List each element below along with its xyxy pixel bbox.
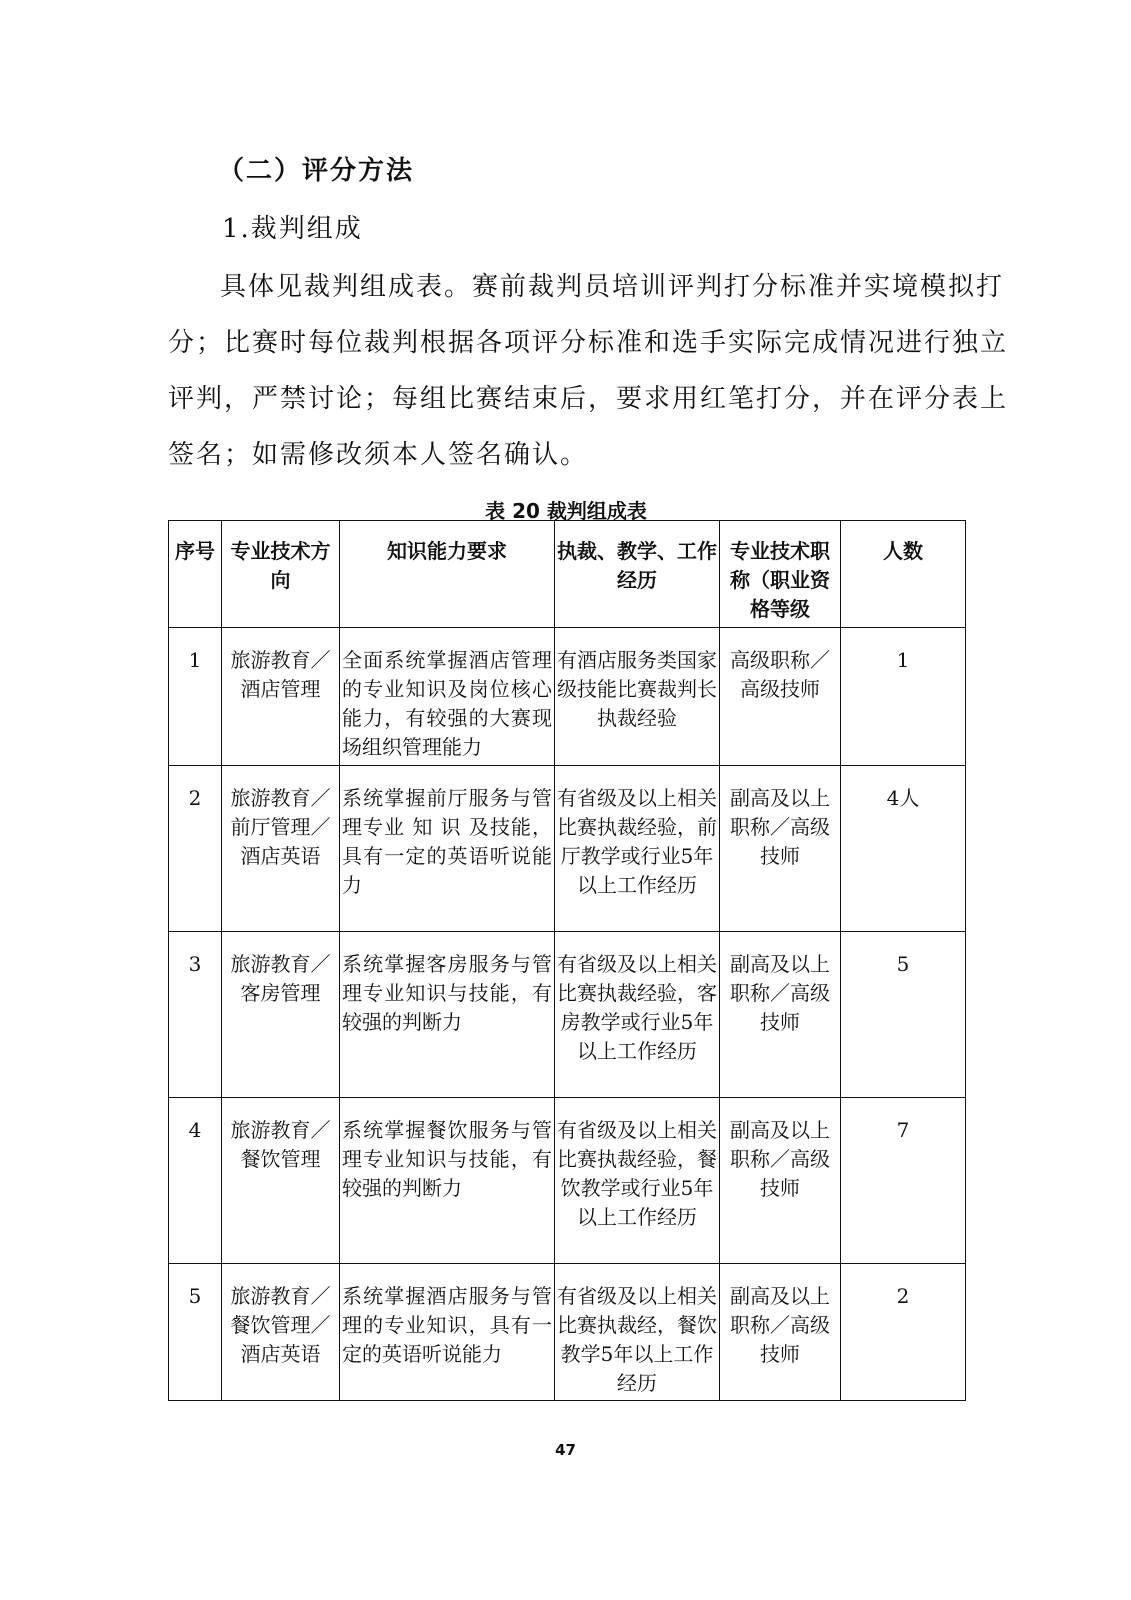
- cell-requirements: 系统掌握客房服务与管理专业知识与技能，有较强的判断力: [340, 932, 555, 1098]
- cell-experience: 有省级及以上相关比赛执裁经验，餐饮教学或行业5年以上工作经历: [555, 1098, 720, 1264]
- cell-title: 高级职称／高级技师: [720, 628, 841, 766]
- header-title: 专业技术职称（职业资格等级: [720, 521, 841, 628]
- judges-table: [168, 520, 966, 1401]
- cell-title: 副高及以上职称／高级技师: [720, 1098, 841, 1264]
- cell-requirements: 系统掌握酒店服务与管理的专业知识，具有一定的英语听说能力: [340, 1264, 555, 1401]
- cell-title: 副高及以上职称／高级技师: [720, 766, 841, 932]
- cell-count: 7: [841, 1098, 966, 1264]
- cell-specialty: 旅游教育／餐饮管理: [222, 1098, 340, 1264]
- cell-specialty: 旅游教育／餐饮管理／酒店英语: [222, 1264, 340, 1401]
- cell-title: 副高及以上职称／高级技师: [720, 1264, 841, 1401]
- header-index: 序号: [169, 521, 222, 628]
- cell-specialty: 旅游教育／客房管理: [222, 932, 340, 1098]
- cell-specialty: 旅游教育／酒店管理: [222, 628, 340, 766]
- cell-index: 1: [169, 628, 222, 766]
- paragraph-line: 评判，严禁讨论；每组比赛结束后，要求用红笔打分，并在评分表上: [168, 384, 1009, 414]
- subheading: 1.裁判组成: [222, 214, 363, 244]
- header-requirements: 知识能力要求: [340, 521, 555, 628]
- paragraph-line: 具体见裁判组成表。赛前裁判员培训评判打分标准并实境模拟打: [220, 272, 1005, 302]
- cell-title: 副高及以上职称／高级技师: [720, 932, 841, 1098]
- cell-experience: 有省级及以上相关比赛执裁经验，前厅教学或行业5年以上工作经历: [555, 766, 720, 932]
- cell-count: 5: [841, 932, 966, 1098]
- cell-requirements: 系统掌握前厅服务与管理专业 知 识 及技能，具有一定的英语听说能力: [340, 766, 555, 932]
- cell-index: 2: [169, 766, 222, 932]
- cell-index: 4: [169, 1098, 222, 1264]
- table-row: [169, 1098, 966, 1264]
- header-count: 人数: [841, 521, 966, 628]
- body-paragraph: [168, 259, 1009, 483]
- table-row: [169, 932, 966, 1098]
- cell-count: 1: [841, 628, 966, 766]
- cell-count: 2: [841, 1264, 966, 1401]
- paragraph-line: 签名；如需修改须本人签名确认。: [168, 440, 589, 470]
- cell-requirements: 全面系统掌握酒店管理的专业知识及岗位核心能力，有较强的大赛现场组织管理能力: [340, 628, 555, 766]
- header-experience: 执裁、教学、工作经历: [555, 521, 720, 628]
- section-heading: （二）评分方法: [218, 156, 415, 186]
- cell-requirements: 系统掌握餐饮服务与管理专业知识与技能，有较强的判断力: [340, 1098, 555, 1264]
- cell-specialty: 旅游教育／前厅管理／酒店英语: [222, 766, 340, 932]
- cell-index: 5: [169, 1264, 222, 1401]
- paragraph-line: 分；比赛时每位裁判根据各项评分标准和选手实际完成情况进行独立: [168, 328, 1009, 358]
- cell-experience: 有省级及以上相关比赛执裁经验，客房教学或行业5年以上工作经历: [555, 932, 720, 1098]
- table-row: [169, 766, 966, 932]
- cell-index: 3: [169, 932, 222, 1098]
- table-caption: 表 20 裁判组成表: [485, 499, 647, 523]
- header-specialty: 专业技术方向: [222, 521, 340, 628]
- table-row: [169, 628, 966, 766]
- table-header-row: [169, 521, 966, 628]
- cell-experience: 有省级及以上相关比赛执裁经，餐饮教学5年以上工作经历: [555, 1264, 720, 1401]
- table-row: [169, 1264, 966, 1401]
- cell-count: 4人: [841, 766, 966, 932]
- page-number: 47: [555, 1441, 576, 1459]
- cell-experience: 有酒店服务类国家级技能比赛裁判长执裁经验: [555, 628, 720, 766]
